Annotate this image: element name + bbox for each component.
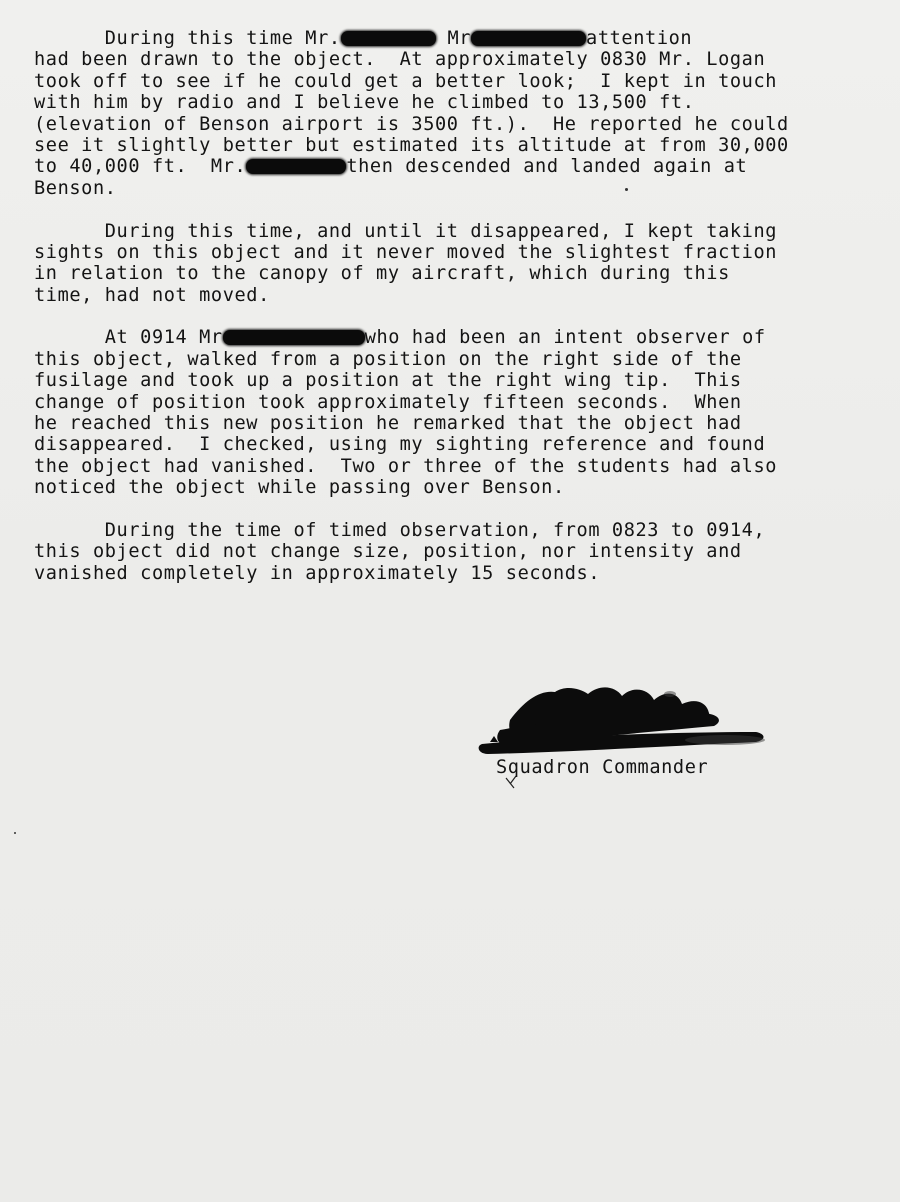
text-line	[34, 49, 884, 70]
text-line	[34, 456, 884, 477]
text-segment: fusilage and took up a position at the right wing tip. This	[34, 370, 742, 392]
text-segment: During the time of timed observation, from 0823 to 0914,	[34, 519, 766, 541]
text-segment: (elevation of Benson airport is 3500 ft.). He reported he could	[34, 113, 789, 135]
text-segment: had been drawn to the object. At approximately 0830 Mr. Logan	[34, 49, 766, 71]
paper-speck	[14, 832, 16, 834]
paragraph	[34, 28, 884, 199]
text-line	[34, 349, 884, 370]
text-segment: the object had vanished. Two or three of the students had also	[34, 455, 778, 477]
text-segment: noticed the object while passing over Benson.	[34, 477, 565, 499]
text-segment: During this time, and until it disappeared, I kept taking	[34, 220, 778, 242]
text-segment: with him by radio and I believe he climbed to 13,500 ft.	[34, 92, 695, 114]
text-segment: Mr	[435, 28, 472, 49]
text-line	[34, 28, 884, 49]
redaction-mark	[341, 31, 436, 46]
text-segment: vanished completely in approximately 15 seconds.	[34, 562, 601, 584]
text-segment: attention	[586, 28, 693, 49]
paper-speck	[625, 188, 628, 191]
text-segment: this object, walked from a position on the right side of the	[34, 348, 742, 370]
text-segment: in relation to the canopy of my aircraft, which during this	[34, 263, 730, 285]
text-line	[34, 370, 884, 391]
text-line	[34, 263, 884, 284]
text-line	[34, 135, 884, 156]
text-segment: this object did not change size, position, nor intensity and	[34, 541, 742, 563]
text-line	[34, 520, 884, 541]
text-segment: to 40,000 ft. Mr.	[34, 156, 247, 178]
text-segment: sights on this object and it never moved the slightest fraction	[34, 241, 778, 263]
text-line	[34, 92, 884, 113]
redaction-mark	[223, 330, 365, 345]
text-segment: then descended and landed again at	[346, 156, 748, 178]
text-segment: took off to see if he could get a better look; I kept in touch	[34, 70, 778, 92]
redacted-signature	[470, 680, 800, 810]
text-segment: At 0914 Mr	[34, 327, 223, 349]
text-line	[34, 221, 884, 242]
text-line	[34, 392, 884, 413]
text-segment: who had been an intent observer of	[364, 327, 766, 349]
text-line	[34, 285, 884, 306]
paragraph	[34, 327, 884, 498]
text-segment: During this time Mr.	[34, 28, 341, 49]
text-line	[34, 156, 884, 177]
text-segment: Benson.	[34, 177, 117, 199]
signature-title: Squadron Commander	[496, 757, 709, 778]
letter-body	[34, 28, 884, 606]
text-segment: he reached this new position he remarked that the object had	[34, 413, 742, 435]
text-segment: change of position took approximately fifteen seconds. When	[34, 391, 742, 413]
text-segment: see it slightly better but estimated its altitude at from 30,000	[34, 134, 789, 156]
text-line	[34, 434, 884, 455]
text-line	[34, 114, 884, 135]
text-line	[34, 413, 884, 434]
text-line	[34, 71, 884, 92]
paragraph	[34, 520, 884, 584]
text-line	[34, 178, 884, 199]
redaction-mark	[471, 31, 586, 46]
text-line	[34, 541, 884, 562]
text-line	[34, 563, 884, 584]
paragraph	[34, 221, 884, 307]
text-segment: time, had not moved.	[34, 284, 270, 306]
text-segment: disappeared. I checked, using my sighting reference and found	[34, 434, 766, 456]
text-line	[34, 327, 884, 348]
text-line	[34, 242, 884, 263]
redaction-mark	[246, 159, 346, 174]
text-line	[34, 477, 884, 498]
